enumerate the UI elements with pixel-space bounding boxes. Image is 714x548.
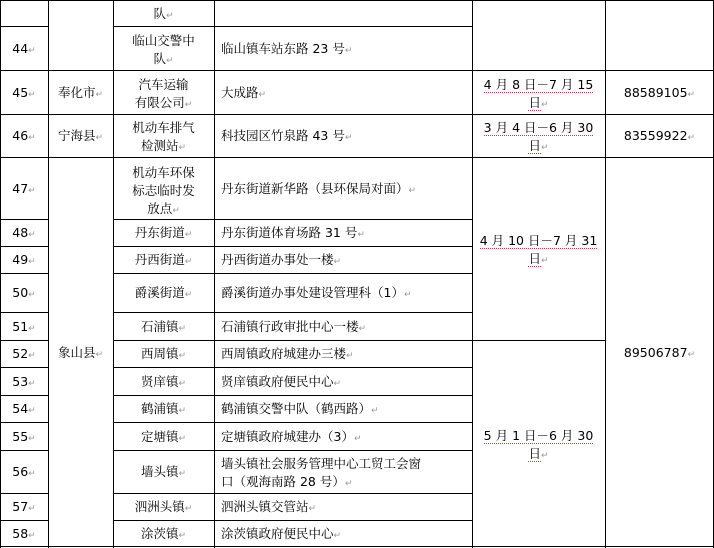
address-line [221, 319, 366, 337]
date-xiangshan-a [472, 233, 605, 269]
row-number-text: 48 [12, 225, 29, 240]
merge-mask [49, 520, 113, 521]
paragraph-mark-icon: ↵ [178, 323, 187, 334]
unit-name-text: 丹东街道 [134, 225, 185, 240]
unit-name [113, 6, 214, 24]
address-text: 定塘镇政府城建办（3） [221, 428, 354, 444]
address-text: 贤庠镇政府便民中心 [221, 373, 334, 389]
date-fenghua-line [472, 95, 605, 113]
paragraph-mark-icon: ↵ [403, 290, 412, 300]
row-number [0, 252, 48, 270]
paragraph-mark-icon: ↵ [28, 45, 36, 56]
unit-name-text: 丹西街道 [134, 252, 185, 267]
address-line [221, 128, 352, 146]
unit-name-line [113, 429, 214, 447]
paragraph-mark-icon: ↵ [28, 257, 36, 267]
row-number [0, 85, 48, 103]
row-number-text: 52 [12, 346, 29, 361]
row-number-line [0, 401, 48, 419]
unit-name-text: 爵溪街道 [134, 285, 185, 300]
address-line [221, 41, 352, 59]
paragraph-mark-icon: ↵ [184, 99, 193, 110]
paragraph-mark-icon: ↵ [184, 230, 193, 240]
date-xiangshan-a-text: 日 [528, 251, 541, 266]
region-fenghua [48, 85, 113, 103]
row-number [0, 374, 48, 392]
paragraph-mark-icon: ↵ [172, 205, 180, 216]
address-line [221, 285, 412, 303]
unit-name-text: 泗洲头镇 [134, 499, 185, 514]
unit-name-text: 贤庠镇 [140, 373, 179, 389]
merge-mask [49, 246, 113, 247]
address [221, 499, 316, 517]
phone-fenghua [605, 85, 714, 103]
unit-name-text: 机动车环保 [132, 164, 195, 180]
unit-name-text: 放点 [147, 200, 173, 216]
address [221, 85, 266, 103]
unit-name-line [113, 6, 214, 24]
phone-ninghai [605, 128, 714, 146]
unit-name-text: 西周镇 [140, 346, 179, 361]
paragraph-mark-icon: ↵ [540, 451, 549, 461]
paragraph-mark-icon: ↵ [165, 10, 174, 21]
paragraph-mark-icon: ↵ [178, 406, 187, 416]
row-number-line [0, 225, 48, 243]
address-text: 石浦镇行政审批中心一楼 [221, 318, 359, 334]
grid-vline [605, 0, 606, 548]
region-fenghua-text: 奉化市 [57, 84, 96, 100]
row-number-line [0, 319, 48, 337]
paragraph-mark-icon: ↵ [28, 378, 36, 389]
row-number-text: 47 [12, 180, 29, 196]
paragraph-mark-icon: ↵ [95, 89, 104, 100]
row-number [0, 285, 48, 303]
address-text: 丹东街道体育场路 31 号 [221, 225, 358, 240]
row-number-line [0, 526, 48, 544]
date-ninghai-text: 日 [528, 138, 541, 153]
paragraph-mark-icon: ↵ [333, 531, 342, 541]
paragraph-mark-icon: ↵ [178, 351, 187, 361]
paragraph-mark-icon: ↵ [344, 45, 353, 56]
paragraph-mark-icon: ↵ [178, 433, 187, 444]
unit-name-text: 临山交警中 [132, 32, 195, 48]
row-number [0, 464, 48, 482]
paragraph-mark-icon: ↵ [540, 99, 549, 110]
grid-hline [472, 70, 714, 71]
paragraph-mark-icon: ↵ [28, 133, 36, 143]
address-line [221, 252, 341, 270]
paragraph-mark-icon: ↵ [184, 257, 193, 267]
paragraph-mark-icon: ↵ [95, 349, 104, 360]
row-number-line [0, 346, 48, 364]
unit-name-line [113, 120, 214, 138]
unit-name-line [113, 374, 214, 392]
paragraph-mark-icon: ↵ [540, 143, 549, 153]
date-xiangshan-a-line [472, 251, 605, 269]
address-line [221, 499, 316, 517]
paragraph-mark-icon: ↵ [357, 230, 365, 240]
merge-mask [49, 26, 113, 27]
merge-mask [49, 493, 113, 494]
paragraph-mark-icon: ↵ [371, 406, 379, 416]
unit-name-text: 标志临时发 [132, 182, 195, 198]
unit-name [113, 499, 214, 517]
address-text: 丹西街道办事处一楼 [221, 252, 334, 267]
unit-name [113, 120, 214, 156]
grid-hline [0, 157, 473, 158]
row-number-text: 55 [12, 428, 29, 444]
grid-hline [472, 157, 714, 158]
unit-name-line [113, 95, 214, 113]
address [221, 181, 416, 199]
row-number-text: 56 [12, 464, 29, 479]
merge-mask [49, 450, 113, 451]
row-number [0, 128, 48, 146]
address-text: 爵溪街道办事处建设管理科（1） [221, 285, 404, 300]
merge-mask [49, 367, 113, 368]
merge-mask [49, 219, 113, 220]
phone-fenghua-line [605, 85, 714, 103]
address-text: 涂茨镇政府便民中心 [221, 526, 334, 541]
address-text: 科技园区竹泉路 43 号 [221, 128, 345, 143]
paragraph-mark-icon: ↵ [687, 349, 696, 360]
address-text: 西周镇政府城建办三楼 [221, 346, 347, 361]
address-text: 大成路 [221, 84, 259, 100]
address [221, 374, 341, 392]
unit-name-text: 机动车排气 [132, 120, 195, 135]
date-fenghua-text: 日 [528, 94, 541, 110]
unit-name-line [113, 225, 214, 243]
unit-name [113, 346, 214, 364]
paragraph-mark-icon: ↵ [28, 406, 36, 416]
grid-hline [0, 114, 473, 115]
unit-name-line [113, 51, 214, 69]
address [221, 225, 365, 243]
unit-name [113, 526, 214, 544]
paragraph-mark-icon: ↵ [687, 89, 696, 100]
address-text: 墙头镇社会服务管理中心工贸工会窗 [221, 456, 422, 471]
row-number [0, 181, 48, 199]
date-fenghua [472, 77, 605, 113]
row-number-line [0, 128, 48, 146]
address-line [221, 429, 362, 447]
paragraph-mark-icon: ↵ [308, 504, 317, 514]
address-text: 临山镇车站东路 23 号 [221, 40, 345, 56]
row-number-line [0, 429, 48, 447]
row-number [0, 526, 48, 544]
row-number [0, 319, 48, 337]
address [221, 456, 421, 492]
address [221, 319, 366, 337]
paragraph-mark-icon: ↵ [344, 133, 353, 143]
address-line [221, 456, 421, 474]
address [221, 346, 354, 364]
paragraph-mark-icon: ↵ [28, 433, 36, 444]
unit-name-text: 涂茨镇 [140, 526, 179, 541]
paragraph-mark-icon: ↵ [344, 479, 353, 489]
address [221, 252, 341, 270]
address-text: 鹤浦镇交警中队（鹤西路） [221, 401, 372, 416]
row-number-line [0, 252, 48, 270]
row-number-text: 58 [12, 526, 29, 541]
address [221, 429, 362, 447]
paragraph-mark-icon: ↵ [28, 469, 36, 479]
unit-name-text: 队 [153, 5, 166, 21]
date-xiangshan-a-line [472, 233, 605, 251]
unit-name-line [113, 526, 214, 544]
row-number-text: 51 [12, 318, 29, 334]
paragraph-mark-icon: ↵ [540, 256, 549, 266]
paragraph-mark-icon: ↵ [28, 185, 36, 196]
address-line [221, 401, 379, 419]
paragraph-mark-icon: ↵ [28, 89, 36, 100]
region-xiangshan-text: 象山县 [57, 344, 96, 360]
date-xiangshan-b-text: 日 [528, 446, 541, 461]
paragraph-mark-icon: ↵ [333, 378, 342, 389]
unit-name-line [113, 183, 214, 201]
grid-hline [0, 70, 473, 71]
unit-name-text: 定塘镇 [140, 428, 179, 444]
paragraph-mark-icon: ↵ [333, 257, 342, 267]
paragraph-mark-icon: ↵ [358, 323, 367, 334]
row-number-line [0, 499, 48, 517]
unit-name-text: 汽车运输 [138, 76, 189, 92]
paragraph-mark-icon: ↵ [165, 55, 174, 66]
region-ninghai-text: 宁海县 [57, 128, 96, 143]
phone-ninghai-line [605, 128, 714, 146]
unit-name [113, 285, 214, 303]
phone-xiangshan-line [605, 345, 714, 363]
paragraph-mark-icon: ↵ [28, 230, 36, 240]
row-number-line [0, 285, 48, 303]
row-number [0, 225, 48, 243]
phone-xiangshan [605, 345, 714, 363]
unit-name [113, 225, 214, 243]
unit-name-text: 石浦镇 [140, 318, 179, 334]
address [221, 41, 352, 59]
phone-fenghua-text: 88589105 [623, 84, 688, 100]
paragraph-mark-icon: ↵ [95, 133, 104, 143]
date-ninghai-text: 3 月 4 日－6 月 30 [483, 120, 594, 135]
date-ninghai-line [472, 138, 605, 156]
region-ninghai-line [48, 128, 113, 146]
unit-name-line [113, 165, 214, 183]
grid-hline [472, 340, 606, 341]
unit-name [113, 33, 214, 69]
paragraph-mark-icon: ↵ [353, 433, 362, 444]
unit-name-line [113, 319, 214, 337]
row-number-text: 49 [12, 252, 29, 267]
grid-hline [0, 0, 714, 1]
unit-name [113, 401, 214, 419]
grid-hline [472, 114, 714, 115]
paragraph-mark-icon: ↵ [178, 378, 187, 389]
row-number-text: 44 [12, 40, 29, 56]
date-fenghua-text: 4 月 8 日－7 月 15 [483, 76, 594, 92]
paragraph-mark-icon: ↵ [28, 351, 36, 361]
address [221, 526, 341, 544]
paragraph-mark-icon: ↵ [184, 290, 193, 300]
address-text: 泗洲头镇交管站 [221, 499, 309, 514]
unit-name-line [113, 464, 214, 482]
grid-vline [214, 0, 215, 548]
unit-name [113, 165, 214, 219]
address-line [221, 225, 365, 243]
unit-name [113, 374, 214, 392]
date-xiangshan-b-line [472, 446, 605, 464]
paragraph-mark-icon: ↵ [178, 469, 187, 479]
row-number-line [0, 85, 48, 103]
merge-mask [49, 422, 113, 423]
date-ninghai-line [472, 120, 605, 138]
address-line [221, 85, 266, 103]
unit-name-line [113, 33, 214, 51]
unit-name [113, 464, 214, 482]
unit-name [113, 429, 214, 447]
unit-name-line [113, 285, 214, 303]
date-xiangshan-b-line [472, 428, 605, 446]
row-number [0, 41, 48, 59]
paragraph-mark-icon: ↵ [346, 351, 354, 361]
date-fenghua-line [472, 77, 605, 95]
date-xiangshan-b-text: 5 月 1 日－6 月 30 [483, 428, 594, 443]
row-number-text: 53 [12, 373, 29, 389]
unit-name [113, 252, 214, 270]
address [221, 401, 379, 419]
row-number-text: 46 [12, 128, 29, 143]
address-text: 丹东街道新华路（县环保局对面） [221, 180, 409, 196]
region-xiangshan-line [48, 345, 113, 363]
address [221, 285, 412, 303]
unit-name-text: 队 [153, 50, 166, 66]
row-number [0, 429, 48, 447]
phone-xiangshan-text: 89506787 [623, 344, 688, 360]
unit-name-line [113, 252, 214, 270]
paragraph-mark-icon: ↵ [28, 504, 36, 514]
date-ninghai [472, 120, 605, 156]
address-text: 口（观海南路 28 号） [221, 474, 345, 489]
date-xiangshan-a-text: 4 月 10 日－7 月 31 [479, 233, 598, 248]
address-line [221, 374, 341, 392]
paragraph-mark-icon: ↵ [184, 504, 193, 514]
row-number [0, 346, 48, 364]
unit-name-line [113, 77, 214, 95]
paragraph-mark-icon: ↵ [258, 89, 267, 100]
row-number-text: 54 [12, 401, 29, 416]
row-number [0, 401, 48, 419]
row-number-line [0, 464, 48, 482]
address-line [221, 474, 421, 492]
row-number-line [0, 41, 48, 59]
paragraph-mark-icon: ↵ [408, 185, 417, 196]
paragraph-mark-icon: ↵ [178, 143, 187, 153]
merge-mask [49, 312, 113, 313]
address-line [221, 526, 341, 544]
unit-name-line [113, 138, 214, 156]
paragraph-mark-icon: ↵ [687, 133, 696, 143]
region-ninghai [48, 128, 113, 146]
row-number-line [0, 374, 48, 392]
row-number-text: 45 [12, 84, 29, 100]
unit-name-line [113, 346, 214, 364]
unit-name-text: 墙头镇 [140, 464, 179, 479]
unit-name-line [113, 201, 214, 219]
merge-mask [49, 395, 113, 396]
paragraph-mark-icon: ↵ [28, 531, 36, 541]
address [221, 128, 352, 146]
row-number-line [0, 181, 48, 199]
unit-name-line [113, 499, 214, 517]
paragraph-mark-icon: ↵ [28, 323, 36, 334]
phone-ninghai-text: 83559922 [623, 128, 688, 143]
paragraph-mark-icon: ↵ [178, 531, 187, 541]
row-number-text: 50 [12, 285, 29, 300]
unit-name-line [113, 401, 214, 419]
address-line [221, 181, 416, 199]
unit-name-text: 鹤浦镇 [140, 401, 179, 416]
row-number [0, 499, 48, 517]
merge-mask [49, 340, 113, 341]
merge-mask [49, 273, 113, 274]
region-xiangshan [48, 345, 113, 363]
address-line [221, 346, 354, 364]
unit-name [113, 77, 214, 113]
grid-vline [48, 0, 49, 548]
row-number-text: 57 [12, 499, 29, 514]
date-xiangshan-b [472, 428, 605, 464]
paragraph-mark-icon: ↵ [28, 290, 36, 300]
unit-name-text: 检测站 [140, 138, 179, 153]
region-fenghua-line [48, 85, 113, 103]
unit-name-text: 有限公司 [134, 94, 185, 110]
unit-name [113, 319, 214, 337]
